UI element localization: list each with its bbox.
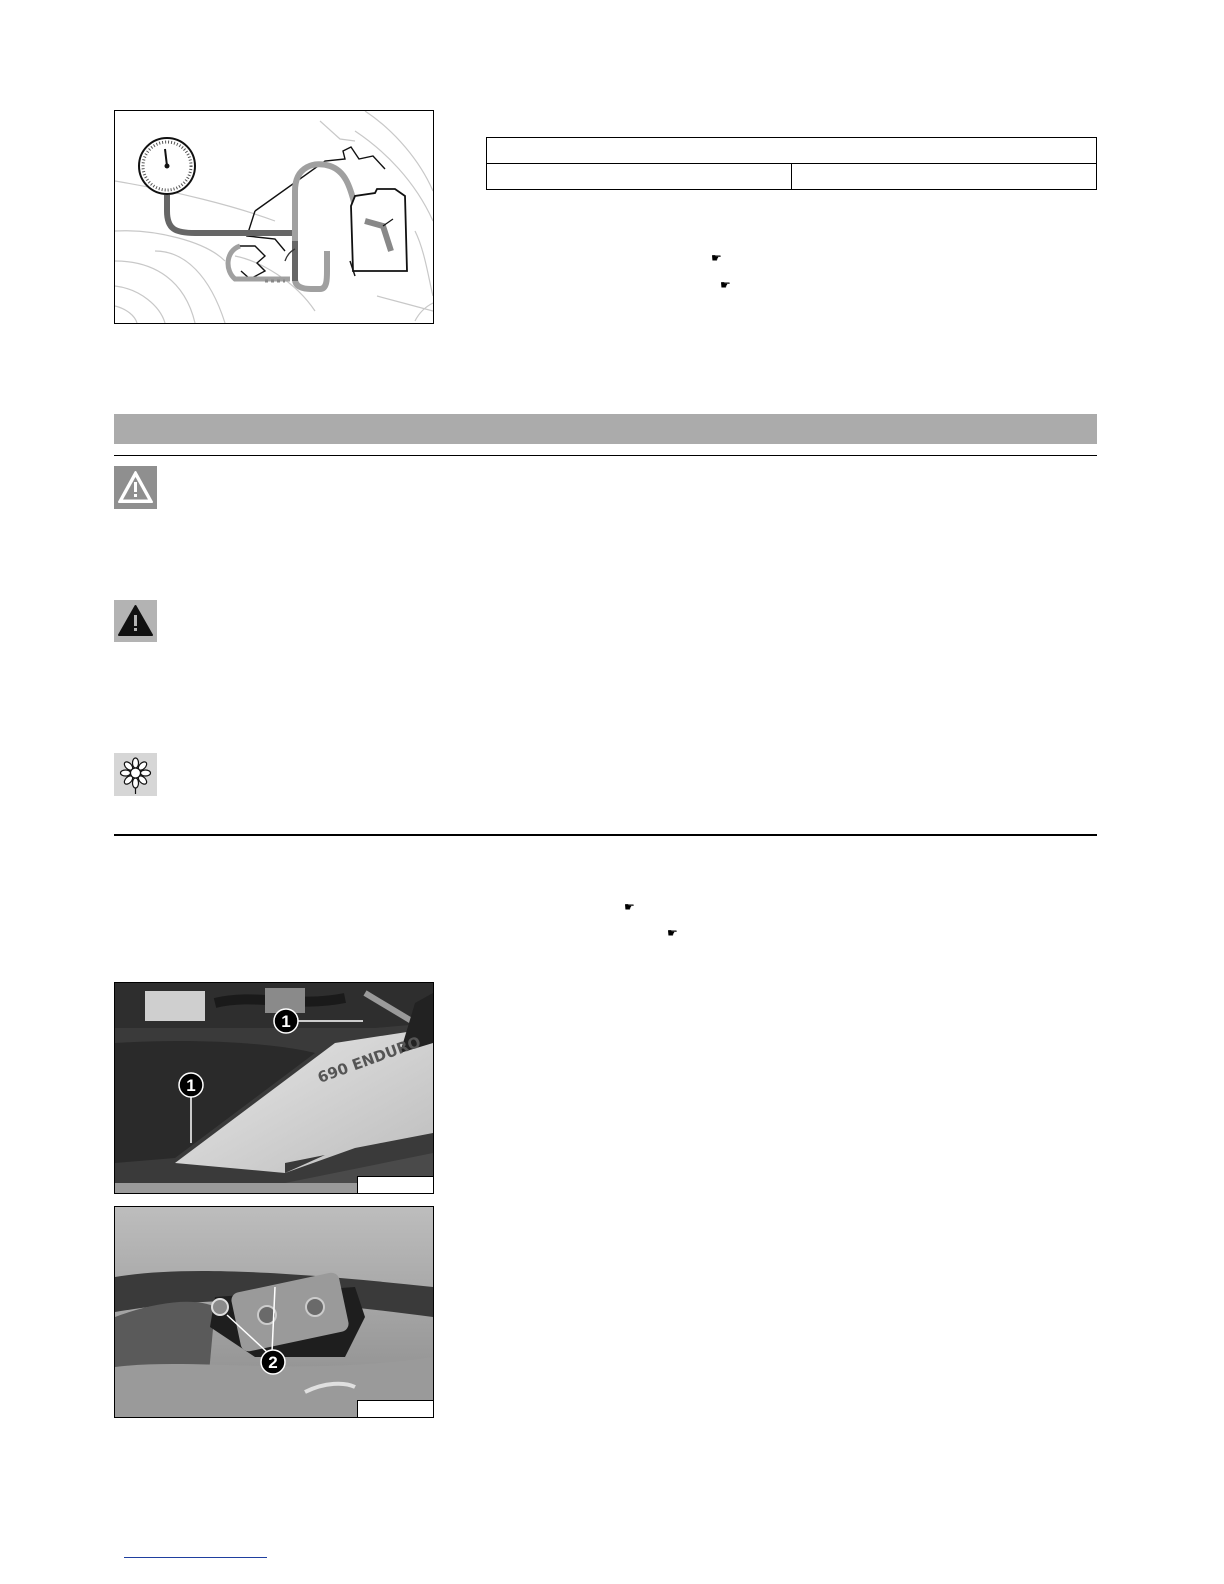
decal-text: 690 ENDURO: [315, 1032, 424, 1087]
pointing-hand-icon[interactable]: ☛: [624, 900, 635, 914]
bracket-screws-photo: [115, 1207, 433, 1417]
spec-table-row: [487, 164, 1097, 190]
warning-note: [114, 466, 157, 509]
spec-table-cell-right: [792, 164, 1097, 190]
warning-triangle-outline-icon: [114, 466, 157, 509]
spec-table-cell-left: [487, 164, 792, 190]
environment-note: [114, 753, 157, 796]
callout-1b-label: 1: [186, 1076, 196, 1095]
pressure-test-diagram: [114, 110, 434, 324]
photo-reference-tag: [357, 1400, 433, 1417]
photo-reference-tag: [357, 1176, 433, 1193]
section-divider-bottom: [114, 834, 1097, 836]
spec-table: [486, 137, 1097, 190]
warning-triangle-solid-icon: [114, 600, 157, 642]
environment-flower-icon: [114, 753, 157, 796]
side-panel-photo: [114, 982, 434, 1194]
spec-table-header-cell: [487, 138, 1097, 164]
callout-1-label: 1: [281, 1012, 291, 1031]
pointing-hand-icon[interactable]: ☛: [711, 251, 722, 265]
pointing-hand-icon[interactable]: ☛: [667, 926, 678, 940]
side-panel-screws-photo: [115, 983, 433, 1193]
pointing-hand-icon[interactable]: ☛: [720, 278, 731, 292]
pressure-gauge-canister-diagram: [115, 111, 433, 323]
section-title-bar: [114, 414, 1097, 444]
footer-link[interactable]: [124, 1556, 267, 1558]
callout-2-label: 2: [268, 1353, 278, 1372]
section-divider-top: [114, 455, 1097, 456]
bracket-photo: [114, 1206, 434, 1418]
caution-note: [114, 600, 157, 642]
spec-table-header-row: [487, 138, 1097, 164]
